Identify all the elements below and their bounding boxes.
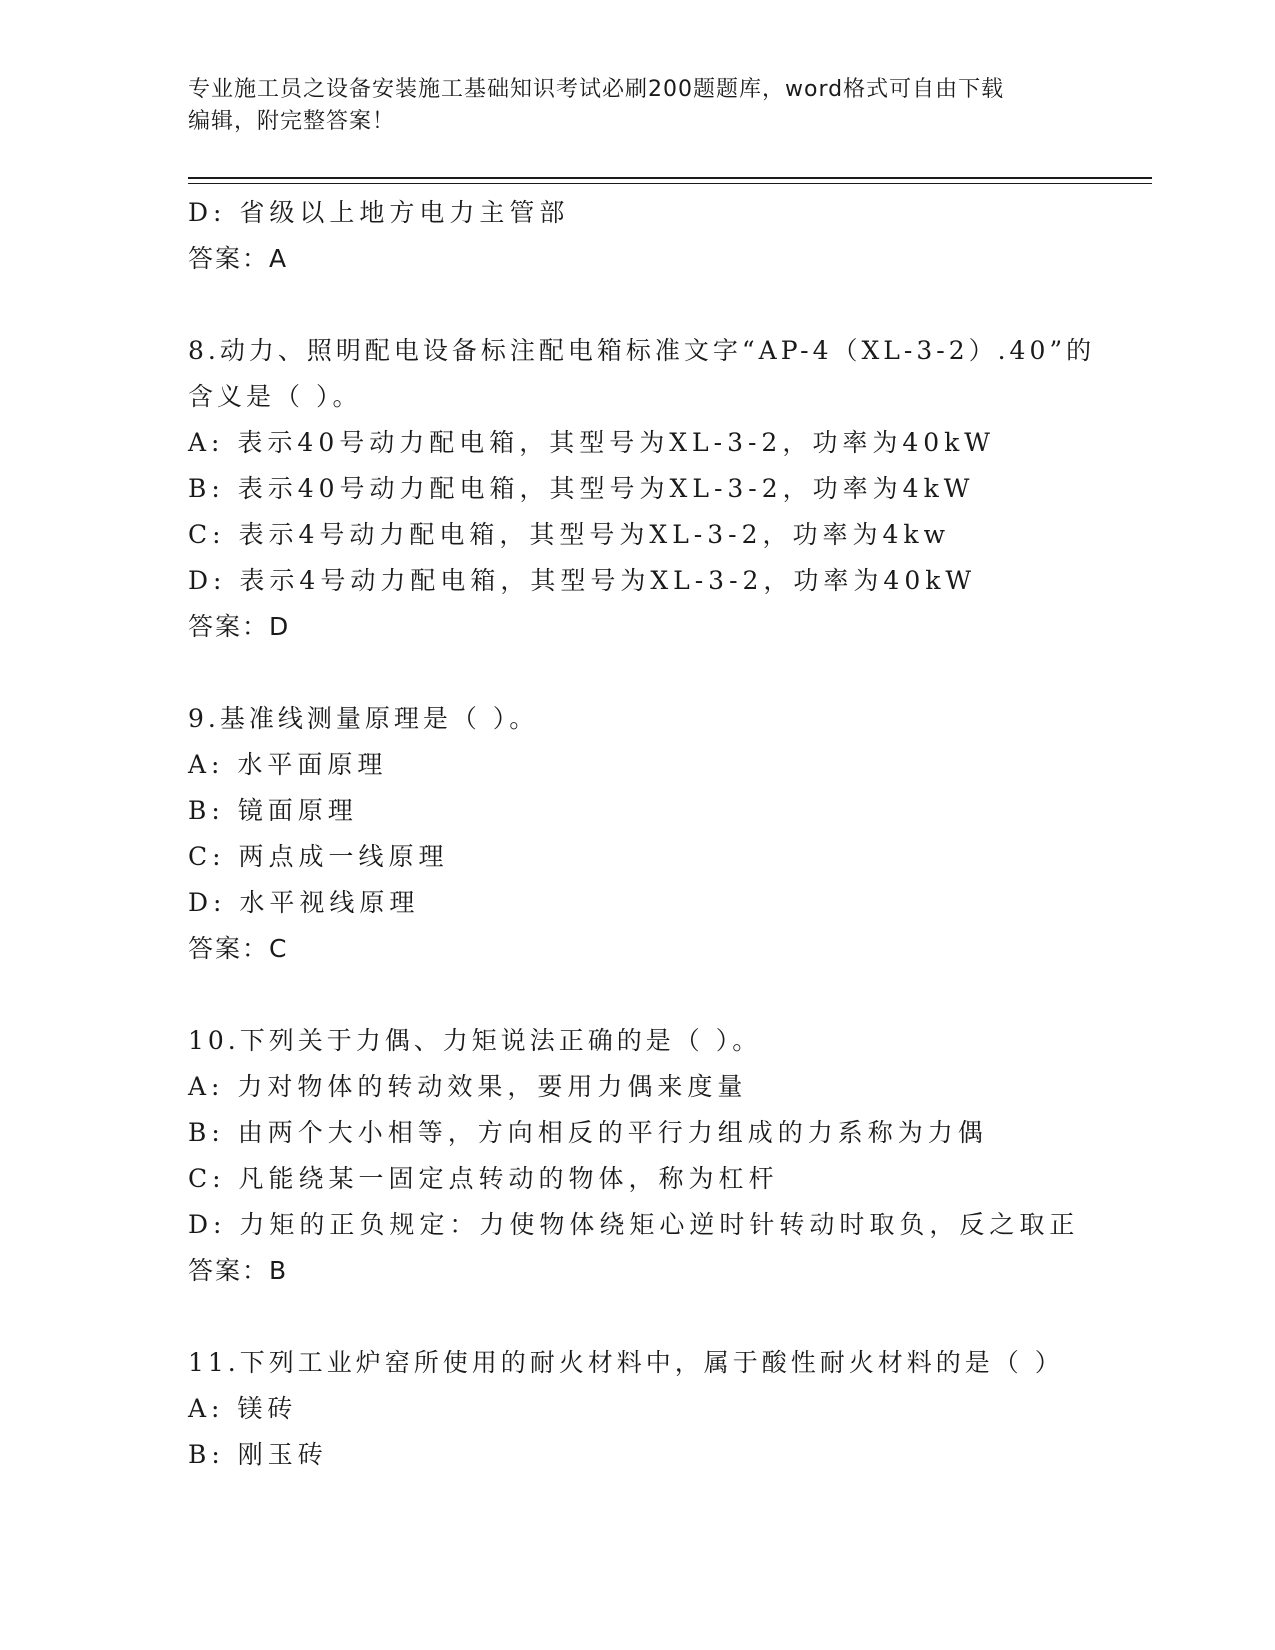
header-divider-thin [188,183,1152,184]
question-block-9 [188,696,1128,972]
option-c: C: 凡能绕某一固定点转动的物体，称为杠杆 [188,1164,779,1193]
option-c: C: 表示4号动力配电箱，其型号为XL-3-2，功率为4kw [188,520,950,549]
answer-line: 答案：D [188,612,291,641]
option-a: A: 水平面原理 [188,750,388,779]
option-d: D: 省级以上地方电力主管部 [188,198,570,227]
option-b: B: 镜面原理 [188,796,358,825]
answer-line: 答案：A [188,244,289,273]
option-b: B: 由两个大小相等，方向相反的平行力组成的力系称为力偶 [188,1118,988,1147]
option-d: D: 表示4号动力配电箱，其型号为XL-3-2，功率为40kW [188,566,977,595]
option-a: A: 表示40号动力配电箱，其型号为XL-3-2，功率为40kW [188,428,995,457]
question-stem: 10.下列关于力偶、力矩说法正确的是（ ）。 [188,1026,762,1055]
header-title-line-2: 编辑，附完整答案！ [188,109,396,134]
option-a: A: 镁砖 [188,1394,298,1423]
question-block-7 [188,190,1128,282]
option-d: D: 水平视线原理 [188,888,420,917]
question-stem-continued: 含义是（ ）。 [188,382,362,411]
answer-line: 答案：C [188,934,289,963]
question-block-11 [188,1340,1128,1478]
option-b: B: 刚玉砖 [188,1440,328,1469]
question-list [188,190,1128,1478]
option-a: A: 力对物体的转动效果，要用力偶来度量 [188,1072,748,1101]
document-header [188,74,1088,138]
question-block-8 [188,328,1128,650]
question-stem: 9.基准线测量原理是（ ）。 [188,704,539,733]
answer-line: 答案：B [188,1256,289,1285]
option-c: C: 两点成一线原理 [188,842,449,871]
header-title-line-1: 专业施工员之设备安装施工基础知识考试必刷200题题库，word格式可自由下载 [188,77,1005,102]
question-stem: 8.动力、照明配电设备标注配电箱标准文字“AP-4（XL-3-2）.40”的 [188,336,1096,365]
option-d: D: 力矩的正负规定：力使物体绕矩心逆时针转动时取负，反之取正 [188,1210,1080,1239]
question-block-10 [188,1018,1128,1294]
option-b: B: 表示40号动力配电箱，其型号为XL-3-2，功率为4kW [188,474,975,503]
header-divider-thick [188,177,1152,179]
question-stem: 11.下列工业炉窑所使用的耐火材料中，属于酸性耐火材料的是（ ） [188,1348,1064,1377]
